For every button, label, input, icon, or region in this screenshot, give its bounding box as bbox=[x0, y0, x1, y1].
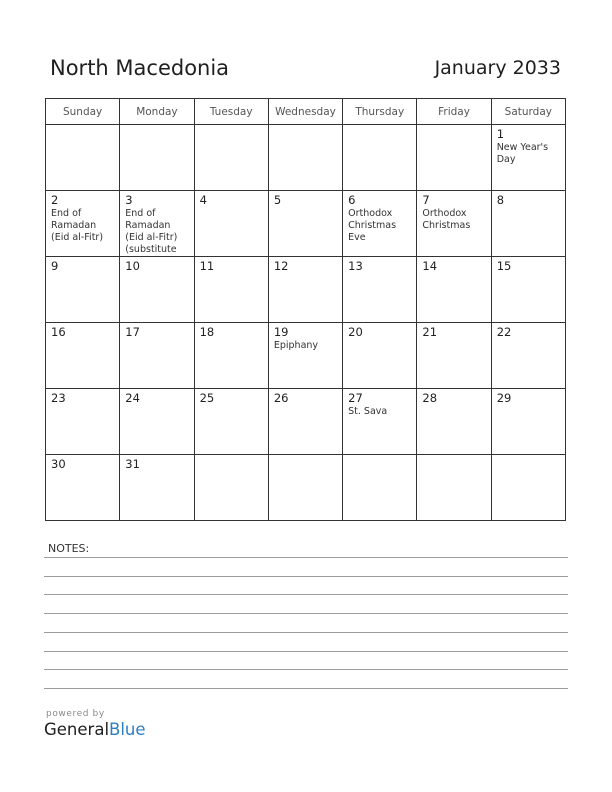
country-title: North Macedonia bbox=[50, 56, 230, 80]
day-cell bbox=[417, 191, 491, 257]
notes-line bbox=[44, 557, 568, 558]
weekday-header-monday: Monday bbox=[120, 99, 194, 125]
week-row bbox=[46, 389, 566, 455]
day-number: 2 bbox=[51, 193, 59, 207]
day-cell bbox=[46, 257, 120, 323]
notes-line bbox=[44, 651, 568, 652]
weekday-header-thursday: Thursday bbox=[343, 99, 417, 125]
day-number: 28 bbox=[422, 391, 438, 405]
day-number: 27 bbox=[348, 391, 363, 405]
holiday-text: Ramadan bbox=[125, 220, 171, 231]
day-cell bbox=[491, 257, 565, 323]
week-row bbox=[46, 257, 566, 323]
day-cell bbox=[194, 257, 268, 323]
day-cell bbox=[491, 125, 565, 191]
day-number: 5 bbox=[273, 193, 282, 207]
day-cell bbox=[194, 191, 268, 257]
day-number: 18 bbox=[199, 325, 215, 339]
day-number: 31 bbox=[125, 457, 140, 471]
day-number: 30 bbox=[51, 457, 66, 471]
day-number: 14 bbox=[422, 259, 438, 273]
day-cell bbox=[194, 323, 268, 389]
holiday-text: New Year's bbox=[496, 142, 549, 153]
holiday-text: Orthodox bbox=[348, 208, 393, 219]
day-number: 22 bbox=[496, 325, 512, 339]
month-year-title: January 2033 bbox=[434, 57, 561, 79]
weekday-header-friday: Friday bbox=[417, 99, 491, 125]
day-number: 24 bbox=[125, 391, 140, 405]
day-cell bbox=[417, 455, 491, 521]
day-cell bbox=[343, 455, 417, 521]
day-number: 29 bbox=[496, 391, 512, 405]
day-cell bbox=[120, 191, 194, 257]
day-cell bbox=[491, 191, 565, 257]
day-number: 4 bbox=[199, 193, 207, 207]
week-row bbox=[46, 191, 566, 257]
holiday-text: End of bbox=[51, 208, 82, 219]
day-number: 12 bbox=[273, 259, 289, 273]
brand-logo bbox=[44, 720, 146, 739]
holiday-text: (Eid al-Fitr) bbox=[125, 232, 178, 243]
notes-label: NOTES: bbox=[48, 542, 90, 555]
day-cell bbox=[268, 323, 342, 389]
weekday-header-sunday: Sunday bbox=[46, 99, 120, 125]
holiday-text: (Eid al-Fitr) bbox=[51, 232, 104, 243]
day-cell bbox=[491, 323, 565, 389]
day-number: 23 bbox=[51, 391, 66, 405]
day-cell bbox=[343, 323, 417, 389]
day-number: 19 bbox=[273, 325, 289, 339]
day-cell bbox=[343, 389, 417, 455]
week-row bbox=[46, 323, 566, 389]
notes-line bbox=[44, 594, 568, 595]
day-cell bbox=[46, 125, 120, 191]
notes-line bbox=[44, 576, 568, 577]
weekday-header-wednesday: Wednesday bbox=[268, 99, 342, 125]
day-cell bbox=[120, 455, 194, 521]
day-cell bbox=[417, 389, 491, 455]
day-cell bbox=[46, 455, 120, 521]
holiday-text: End of bbox=[125, 208, 156, 219]
day-cell bbox=[491, 455, 565, 521]
holiday-text: St. Sava bbox=[348, 406, 388, 417]
day-cell bbox=[120, 323, 194, 389]
day-cell bbox=[194, 455, 268, 521]
day-number: 8 bbox=[496, 193, 505, 207]
day-cell bbox=[46, 191, 120, 257]
day-cell bbox=[268, 389, 342, 455]
day-number: 26 bbox=[273, 391, 289, 405]
holiday-text: Christmas bbox=[422, 220, 471, 231]
holiday-text: Ramadan bbox=[51, 220, 97, 231]
day-number: 3 bbox=[125, 193, 133, 207]
day-cell bbox=[120, 389, 194, 455]
day-number: 20 bbox=[348, 325, 363, 339]
notes-line bbox=[44, 688, 568, 689]
holiday-text: (substitute bbox=[125, 244, 177, 255]
day-cell bbox=[343, 125, 417, 191]
holiday-text: Eve bbox=[348, 232, 366, 243]
day-cell bbox=[194, 389, 268, 455]
day-cell bbox=[417, 323, 491, 389]
day-cell bbox=[120, 257, 194, 323]
brand-general: General bbox=[44, 720, 110, 739]
holiday-text: Christmas bbox=[348, 220, 397, 231]
day-cell bbox=[268, 257, 342, 323]
powered-by-text: powered by bbox=[46, 709, 105, 719]
day-number: 10 bbox=[125, 259, 140, 273]
day-cell bbox=[268, 191, 342, 257]
day-number: 11 bbox=[199, 259, 215, 273]
day-number: 6 bbox=[348, 193, 356, 207]
week-row bbox=[46, 125, 566, 191]
day-cell bbox=[417, 125, 491, 191]
day-number: 16 bbox=[51, 325, 66, 339]
day-number: 21 bbox=[422, 325, 438, 339]
weekday-header-tuesday: Tuesday bbox=[194, 99, 268, 125]
day-number: 13 bbox=[348, 259, 363, 273]
day-cell bbox=[268, 125, 342, 191]
day-number: 7 bbox=[422, 193, 430, 207]
brand-blue: Blue bbox=[109, 720, 146, 739]
calendar-grid bbox=[45, 98, 566, 521]
holiday-text: Epiphany bbox=[273, 340, 319, 351]
weekday-header-saturday: Saturday bbox=[491, 99, 565, 125]
day-number: 9 bbox=[51, 259, 59, 273]
day-cell bbox=[343, 191, 417, 257]
holiday-text: Orthodox bbox=[422, 208, 467, 219]
day-cell bbox=[46, 323, 120, 389]
day-cell bbox=[343, 257, 417, 323]
day-cell bbox=[194, 125, 268, 191]
calendar-body bbox=[46, 125, 566, 521]
notes-line bbox=[44, 613, 568, 614]
notes-line bbox=[44, 669, 568, 670]
day-cell bbox=[268, 455, 342, 521]
day-cell bbox=[491, 389, 565, 455]
day-number: 17 bbox=[125, 325, 140, 339]
day-cell bbox=[120, 125, 194, 191]
weekday-header-row bbox=[46, 99, 566, 125]
notes-line bbox=[44, 632, 568, 633]
day-cell bbox=[46, 389, 120, 455]
day-number: 1 bbox=[496, 127, 505, 141]
week-row bbox=[46, 455, 566, 521]
day-number: 25 bbox=[199, 391, 215, 405]
day-number: 15 bbox=[496, 259, 512, 273]
holiday-text: Day bbox=[496, 154, 516, 165]
day-cell bbox=[417, 257, 491, 323]
